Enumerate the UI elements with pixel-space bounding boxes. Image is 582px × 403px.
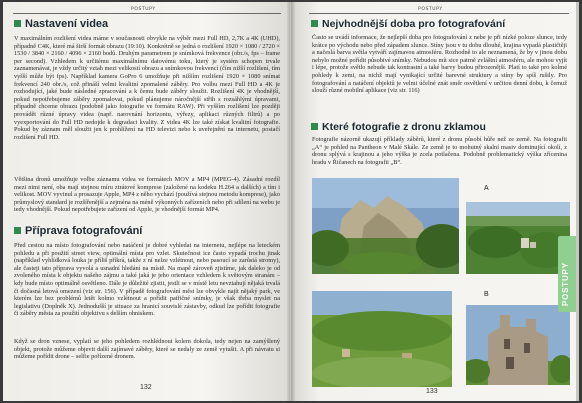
chapter-tab <box>558 236 576 312</box>
running-head: POSTUPY <box>131 7 156 12</box>
photo-label-a: A <box>484 185 489 192</box>
photo-b-ground-view <box>312 291 452 387</box>
paragraph: Většina dronů umožňuje volbu záznamu videa ve formátech MOV a MP4 (MPEG-4). Zásadní rozdíl mezi nimi není, oba mají stejnou míru ztrátové komprese (založené na kodeku H.264 a dalších) a tím i velikost. MOV vyvinul a prosazuje Apple, MP4 z něho vychází (používá stejnou metodu komprese), jako průmyslový standard je rozšířenější a zejména na méně výkonných zařízeních nebo při sdílení na webu je tedy vhodnější. Pokud nepotřebujete zařízení od Apple, je vhodnější formát MP4. <box>14 176 280 214</box>
left-page <box>3 2 290 401</box>
running-head: POSTUPY <box>418 7 443 12</box>
book-gutter <box>287 2 295 401</box>
section-heading <box>311 121 486 133</box>
section-heading <box>14 225 142 237</box>
header-rule <box>13 13 281 14</box>
photo-a-drone-view <box>466 202 570 274</box>
heading-text: Nejvhodnější doba pro fotografování <box>322 18 506 30</box>
right-page <box>291 2 579 401</box>
page-number: 133 <box>426 388 438 395</box>
chapter-tab-label: POSTUPY <box>561 262 570 306</box>
heading-square-icon <box>14 227 21 234</box>
paragraph: Když se dron vznese, vyplatí se jeho pohledem rozhlédnout kolem dokola, tedy nejen na zamýšlený objekt, protože můžeme objevit další zajímavé záběry, které se nedaly ze země vytušit. A při návratu si můžeme pořídit drone – selfie pořízené dronem. <box>14 338 280 361</box>
header-rule <box>309 13 569 14</box>
page-number: 132 <box>140 384 152 391</box>
section-heading <box>14 18 108 30</box>
heading-square-icon <box>311 123 318 130</box>
paragraph: V maximálním rozlišení videa máme v současnosti obvykle na výběr mezi Full HD, 2,7K a 4K (UHD), případně C4K, které má širší formát obrazu (19:10). Konkrétně se jedná o rozlišení 1920 × 1080 / 2720 × 1530 / 3840 × 2160 / 4096 × 2160 bodů. Druhým parametrem je snímková frekvence (obr./s, fps – frame per second). Vzhledem k určitému maximálnímu datovému toku, který je systém schopen trvale zaznamenávat, je vždy určitý vztah mezi velikostí obrazu a snímkovou frekvencí (čím nižší rozlišení, tím vyšší může být fps). Například kamera GoPro 6 umožňuje při nižším rozlišení 1920 × 1080 snímat frekvencí 240 obr./s, což přináší velmi kvalitní zpomalené záběry. Pro volbu mezi Full HD a 4K je rozhodující, jaké bude následné zpracování a k čemu bude záběry sloužit. Rozlišení 4K je vhodnější, pokud nepotřebujeme záběry zpomalovat, pokud plánujeme náročnější střih s rozsáhlými úpravami, případně chceme obrazu (podobně jako fotografie ve formátu RAW). Při vyšším rozlišení lze později provádět různé úpravy videa (např. narovnání horizontu, výřezy, aplikaci různých filtrů) a po vyexportování do Full HD nedojde k degradaci kvality. Z videa 4K lze také získat kvalitní fotografie. Pokud by záznam měl sloužit jen k prohlížení na HD televizi nebo k uveřejnění na internetu, postačí rozlišení Full HD. <box>14 35 280 141</box>
section-heading <box>311 18 505 30</box>
photo-b-drone-view <box>466 305 570 385</box>
page-edge <box>576 2 579 401</box>
paragraph: Fotografie názorně ukazují příklady záběrů, které z dronu působí hůře než ze země. Na fotografii „A“ je pohled na Pantheon v Malé Skále. Ze země je to mohutný skalní masiv dominující okolí, z dronu splývá s krajinou a jeho výška je zcela potlačena. Podobně problematický výška zřícenina hradu v Řičanech na fotografii „B“. <box>312 136 567 166</box>
heading-text: Které fotografie z dronu zklamou <box>322 121 486 133</box>
paragraph: Před cestou na místo fotografování nebo natáčení je dobré vyhledat na internetu, nejlépe na leteckém pohledu a při použití street view, optimální místa pro vzlet. Skutečnost ice často vypadá trochu jinak (například vyhlídková louka je příliš příkrá, takže z ní nelze vzlétnout, nebo pasoucí se zarůstá stromy), ale časteji tato příprava vyvolá a usnadní hledání na místě. Na mapě zároveň zjistíme, jak daleko je od zvoleného místa k objektu našeho zájmu a také jaká je jeho orientace vzhledem k světovým stranám – kdy bude místo optimálně osvětleno. Dále je důležité zjistit, jestli se v místě letu nevztahují nějaká trvalá či dočasná letová omezení (viz str. 156). V případě fotografování měst lze obvykle najít nějaký park, ve kterém lze bez problémů letět kolmo vzlétnout a pořídit patřičné snímky, je však třeba myslet na legislativu (Doplněk X). Jednodušší je situace za hranicí souvislé zástavby, odkud lze pořídit fotografie či záběry města za použití objektivu s delším ohniskem. <box>14 242 280 318</box>
photo-label-b: B <box>484 291 489 298</box>
heading-text: Příprava fotografování <box>25 225 143 237</box>
paragraph: Často se uvádí informace, že nejlepší doba pro fotografování z nebe je při nízké poloze slunce, tedy krátce po východu nebo před západem slunce. Stíny jsou v tu dobu dlouhé, krajina vypadá plastičtěji a načeslá barva světla vytváří zajímavou atmosféru. Rozhodně to ale neznamená, že by v jinou dobu nebylo možné pořídit působivé snímky. Nebudou mít sice patrně zvláštní atmosféru, ale mohou vyjít i lépe, protože světlo nebude tak kontrastní a také barvy budou přirozenější. Platí to také pro kolmé pohledy k zemi, na nichž mají vynikající určité barevné struktury a stíny by spíš rušily. Pro fotografování a natáčení objektů je velmi účelné znát směr osvětlení v určitou denní dobu, k čemuž slouží různé mobilní aplikace (viz str. 116) <box>312 34 567 95</box>
heading-square-icon <box>14 20 21 27</box>
heading-text: Nastavení videa <box>25 18 109 30</box>
photo-a-ground-view <box>312 178 459 274</box>
heading-square-icon <box>311 20 318 27</box>
book-spread <box>3 2 579 401</box>
